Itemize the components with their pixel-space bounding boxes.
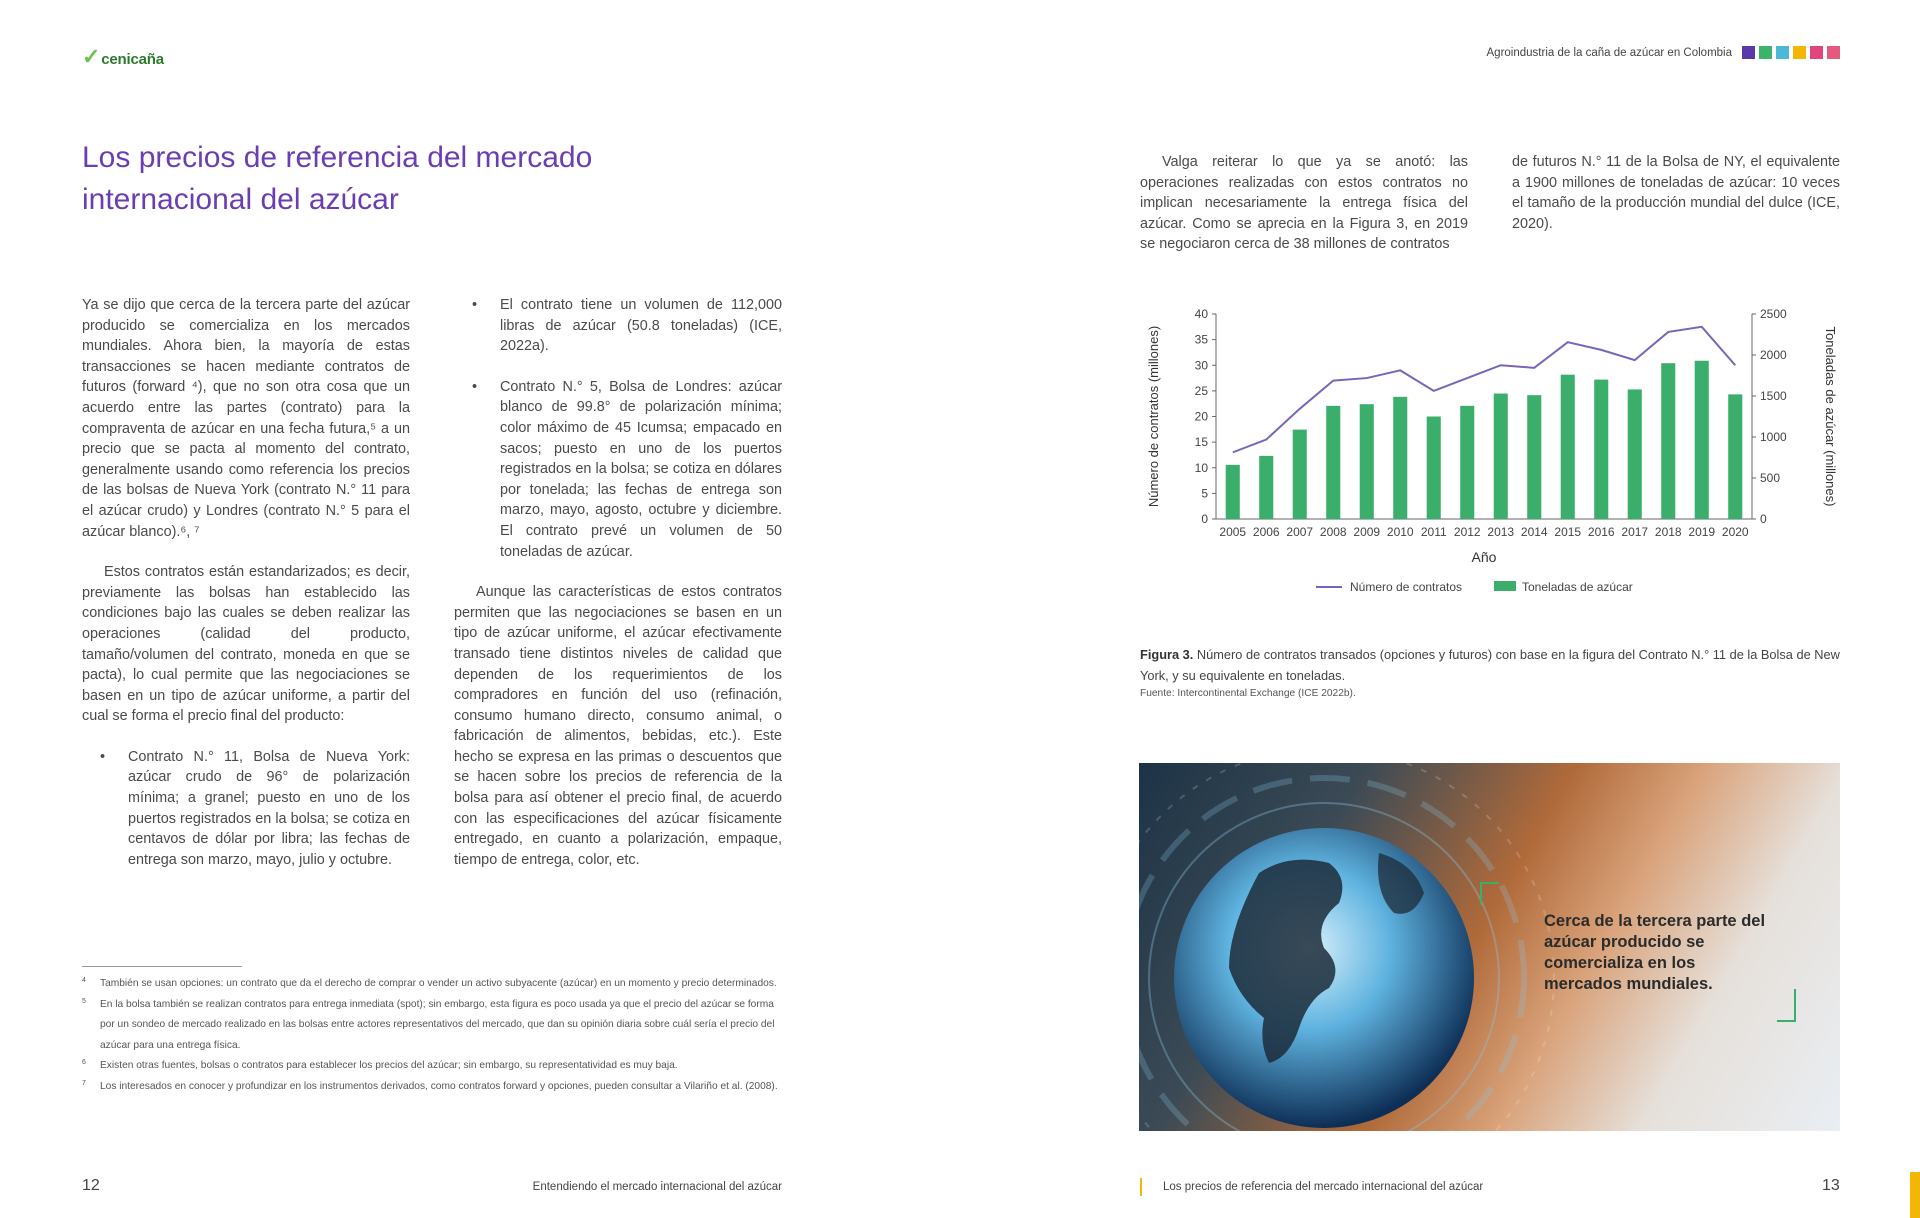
x-tick-label: 2008 [1319, 525, 1347, 539]
footer-accent-bar [1140, 1178, 1142, 1196]
footnote-text: En la bolsa también se realizan contratos para entrega inmediata (spot); sin embargo, esta figura es poco usada ya que el precio del azúcar se forma por un sondeo de mercado realizado en las bolsas entre actores representativos del mercado, que dan su opinión diaria sobre cuál sería el precio del azúcar para una entrega física. [100, 998, 775, 1051]
y-tick-label-left: 10 [1194, 460, 1208, 475]
bar-2016 [1594, 380, 1608, 519]
y-tick-label-right: 2500 [1760, 307, 1787, 321]
footnote-number: 5 [82, 997, 86, 1005]
swatch-green [1759, 46, 1772, 59]
x-tick-label: 2014 [1520, 525, 1548, 539]
footnote-text: Los interesados en conocer y profundizar en los instrumentos derivados, como contratos forward y opciones, pueden consultar a Vilariño et al. (2008). [100, 1080, 778, 1092]
y-tick-label-left: 0 [1201, 512, 1208, 526]
x-tick-label: 2018 [1654, 525, 1682, 539]
x-tick-label: 2011 [1420, 525, 1447, 539]
globe-photo [1139, 763, 1840, 1131]
y-tick-label-left: 30 [1194, 358, 1208, 373]
figure-caption [1140, 644, 1840, 686]
intro-column-2 [1512, 152, 1840, 254]
caption-text: Número de contratos transados (opciones y futuros) con base en la figura del Contrato N.° 11 de la Bolsa de New York, y su equivalente en toneladas. [1140, 647, 1840, 683]
bar-2010 [1393, 397, 1407, 519]
legend-label-toneladas: Toneladas de azúcar [1522, 580, 1633, 594]
footnote-6 [82, 1056, 782, 1077]
x-tick-label: 2005 [1219, 525, 1247, 539]
bar-2006 [1259, 456, 1273, 519]
bar-2018 [1661, 363, 1675, 519]
footnote-number: 7 [82, 1079, 86, 1087]
x-tick-label: 2020 [1721, 525, 1749, 539]
swatch-purple [1742, 46, 1755, 59]
footnote-text: Existen otras fuentes, bolsas o contratos para establecer los precios del azúcar; sin embargo, su representatividad es muy baja. [100, 1060, 678, 1072]
y-axis-label-left: Número de contratos (millones) [1146, 325, 1161, 508]
footer-left: Entendiendo el mercado internacional del azúcar [532, 1181, 782, 1193]
y-tick-label-left: 35 [1194, 332, 1208, 347]
legend-bar-swatch [1494, 581, 1516, 591]
x-axis-label: Año [1471, 549, 1497, 565]
y-tick-label-left: 25 [1194, 383, 1208, 398]
x-tick-label: 2015 [1554, 525, 1582, 539]
bullet-contract-5: • Contrato N.° 5, Bolsa de Londres: azúcar blanco de 99.8° de polarización mínima; color máximo de 45 Icumsa; empacado en sacos; puesto en uno de los puertos registrados en la bolsa; se cotiza en dólares por tonelada; las fechas de entrega son marzo, mayo, agosto, octubre y diciembre. El contrato prevé un volumen de 50 toneladas de azúcar. [454, 377, 782, 562]
intro-column-1 [1140, 152, 1468, 275]
bar-2005 [1226, 465, 1240, 519]
y-axis-label-right: Toneladas de azúcar (millones) [1823, 326, 1838, 507]
text-column-1 [82, 295, 410, 890]
intro-paragraph-cont: de futuros N.° 11 de la Bolsa de NY, el equivalente a 1900 millones de toneladas de azúcar: 10 veces el tamaño de la producción mundial del dulce (ICE, 2020). [1512, 154, 1840, 232]
x-tick-label: 2017 [1621, 525, 1649, 539]
x-tick-label: 2013 [1487, 525, 1515, 539]
intro-paragraph: Valga reiterar lo que ya se anotó: las operaciones realizadas con estos contratos no implican necesariamente la entrega física del azúcar. Como se aprecia en la Figura 3, en 2019 se negociaron cerca de 38 millones de contratos [1140, 154, 1468, 253]
x-tick-label: 2006 [1252, 525, 1280, 539]
footnote-divider [82, 966, 242, 967]
x-tick-label: 2010 [1386, 525, 1414, 539]
check-logo-icon: ✓ [82, 44, 101, 69]
running-header [1487, 46, 1840, 59]
x-tick-label: 2019 [1688, 525, 1716, 539]
figure-3-chart [1136, 298, 1846, 610]
bar-2020 [1728, 394, 1742, 519]
footnotes [82, 974, 782, 1098]
line-numero-de-contratos [1233, 327, 1736, 453]
y-tick-label-left: 15 [1194, 435, 1208, 450]
bullet-continuation [454, 295, 782, 357]
y-tick-label-left: 20 [1194, 409, 1208, 424]
y-tick-label-right: 500 [1760, 471, 1781, 485]
page-number-left: 12 [82, 1177, 100, 1194]
bar-2012 [1460, 406, 1474, 519]
bar-2019 [1695, 361, 1709, 519]
y-tick-label-right: 1500 [1760, 389, 1787, 403]
paragraph-2: Estos contratos están estandarizados; es decir, previamente las bolsas han establecido las condiciones bajo las cuales se deben realizar las operaciones (calidad del producto, tamaño/volumen del contrato, moneda en que se pacta), lo cual permite que las negociaciones se basen en un tipo de azúcar uniforme, a partir del cual se forma el precio final del producto: [82, 564, 410, 725]
swatch-yellow [1793, 46, 1806, 59]
book-title: Agroindustria de la caña de azúcar en Colombia [1486, 46, 1732, 59]
swatch-pink [1827, 46, 1840, 59]
bar-2017 [1628, 389, 1642, 519]
bar-2013 [1494, 394, 1508, 519]
y-tick-label-right: 0 [1760, 512, 1767, 526]
footnote-5 [82, 995, 782, 1057]
text-column-2 [454, 295, 782, 890]
bullet-contract-11: • Contrato N.° 11, Bolsa de Nueva York: azúcar crudo de 96° de polarización mínima; a granel; puesto en uno de los puertos registrados en la bolsa; se cotiza en centavos de dólar por libra; las fechas de entrega son marzo, mayo, julio y octubre. [82, 747, 410, 871]
bar-2011 [1427, 417, 1441, 520]
footnote-text: También se usan opciones: un contrato que da el derecho de comprar o vender un activo subyacente (azúcar) en un momento y precio determinados. [100, 978, 777, 989]
swatch-magenta [1810, 46, 1823, 59]
bar-2007 [1293, 430, 1307, 519]
x-tick-label: 2012 [1453, 525, 1481, 539]
y-tick-label-left: 40 [1194, 307, 1208, 321]
y-tick-label-left: 5 [1201, 486, 1208, 501]
swatch-cyan [1776, 46, 1789, 59]
legend-label-contratos: Número de contratos [1350, 580, 1463, 594]
cenicana-logo [82, 44, 164, 70]
bar-2015 [1561, 375, 1575, 519]
x-tick-label: 2007 [1286, 525, 1314, 539]
bullet-continuation-text: El contrato tiene un volumen de 112,000 libras de azúcar (50.8 toneladas) (ICE, 2022a). [500, 297, 782, 355]
page-number-right: 13 [1822, 1177, 1840, 1194]
bar-2014 [1527, 395, 1541, 519]
page-title: Los precios de referencia del mercado internacional del azúcar [82, 141, 593, 216]
x-tick-label: 2009 [1353, 525, 1381, 539]
bar-2009 [1360, 404, 1374, 519]
color-swatches [1742, 46, 1840, 59]
figure-source: Fuente: Intercontinental Exchange (ICE 2022b). [1140, 688, 1356, 699]
footnote-number: 4 [82, 977, 86, 984]
x-tick-label: 2016 [1587, 525, 1615, 539]
footer-right: Los precios de referencia del mercado internacional del azúcar [1163, 1181, 1484, 1193]
footnote-number: 6 [82, 1059, 86, 1067]
bar-2008 [1326, 406, 1340, 519]
y-tick-label-right: 1000 [1760, 430, 1787, 444]
caption-label: Figura 3. [1140, 647, 1194, 662]
footnote-7 [82, 1077, 782, 1098]
logo-text: cenicaña [101, 51, 164, 68]
footnote-4 [82, 974, 782, 995]
paragraph-3: Aunque las características de estos contratos permiten que las negociaciones se basen en un tipo de azúcar uniforme, el azúcar efectivamente transado tiene distintos niveles de calidad que dependen de los requerimientos de los compradores en función del uso (refinación, consumo humano directo, consumo animal, o fabricación de alimentos, bebidas, etc.). Este hecho se expresa en las primas o descuentos que se hacen sobre los precios de referencia de la bolsa para así obtener el precio final, de acuerdo con las especificaciones del azúcar físicamente entregado, en cuanto a polarización, empaque, tiempo de entrega, color, etc. [454, 584, 782, 868]
y-tick-label-right: 2000 [1760, 348, 1787, 362]
photo-quote: Cerca de la tercera parte del azúcar producido se comercializa en los mercados mundiales. [1544, 912, 1766, 993]
paragraph-1: Ya se dijo que cerca de la tercera parte del azúcar producido se comercializa en los mercados mundiales. Ahora bien, la mayoría de estas transacciones se hacen mediante contratos de futuros (forward ⁴), que no son otra cosa que un acuerdo entre las partes (contrato) para la compraventa de azúcar en una fecha futura,⁵ a un precio que se pacta al momento del contrato, generalmente usando como referencia los precios de las bolsas de Nueva York (contrato N.° 11 para el azúcar crudo) y Londres (contrato N.° 5 para el azúcar blanco).⁶, ⁷ [82, 297, 410, 540]
edge-tab [1910, 1172, 1920, 1218]
